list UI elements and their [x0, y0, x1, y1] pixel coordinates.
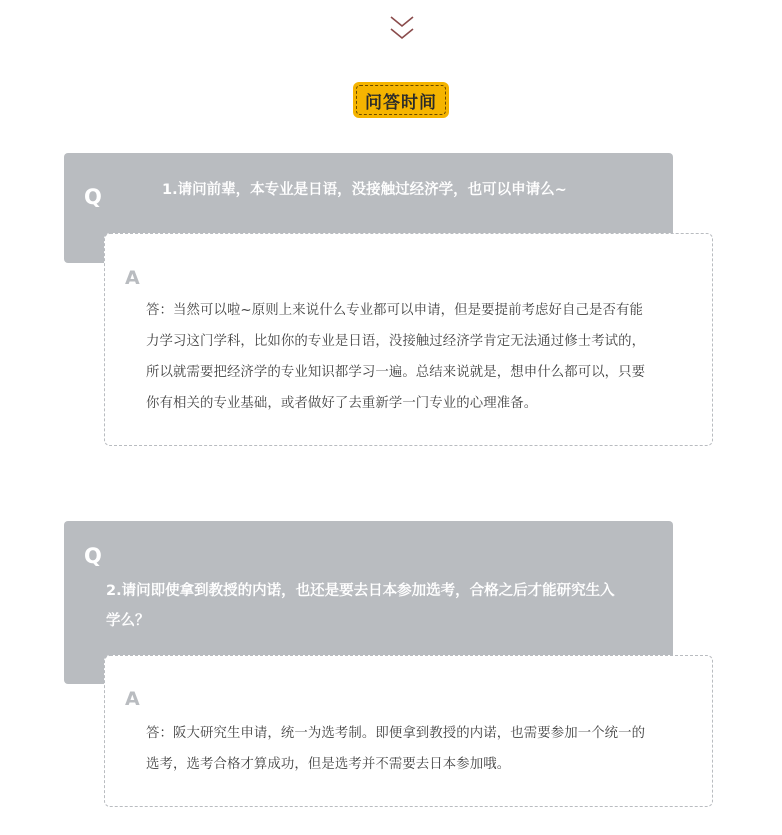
- question-text: 1.请问前辈，本专业是日语，没接触过经济学，也可以申请么~: [162, 182, 567, 198]
- answer-card-2: [104, 655, 713, 807]
- answer-text: 答：当然可以啦~原则上来说什么专业都可以申请，但是要提前考虑好自己是否有能 力学习这门学科，比如你的专业是日语，没接触过经济学肯定无法通过修士考试的， 所以就需要把经济学的专业知识都学习一遍。总结来说就是，想申什么都可以，只要 你有相关的专业基础，或者做好了去重新学一门专业的心理准备。: [146, 303, 646, 411]
- section-title: 问答时间: [356, 85, 446, 115]
- answer-label: A: [125, 688, 140, 710]
- section-title-badge: [353, 82, 449, 118]
- question-label: Q: [84, 185, 102, 209]
- answer-card-1: [104, 233, 713, 446]
- answer-label: A: [125, 267, 140, 289]
- answer-text: 答：阪大研究生申请，统一为选考制。即便拿到教授的内诺，也需要参加一个统一的 选考，选考合格才算成功，但是选考并不需要去日本参加哦。: [146, 726, 646, 772]
- chevron-down-icon: [388, 14, 416, 44]
- question-text: 2.请问即使拿到教授的内诺，也还是要去日本参加选考，合格之后才能研究生入 学么？: [106, 583, 615, 629]
- question-label: Q: [84, 544, 102, 568]
